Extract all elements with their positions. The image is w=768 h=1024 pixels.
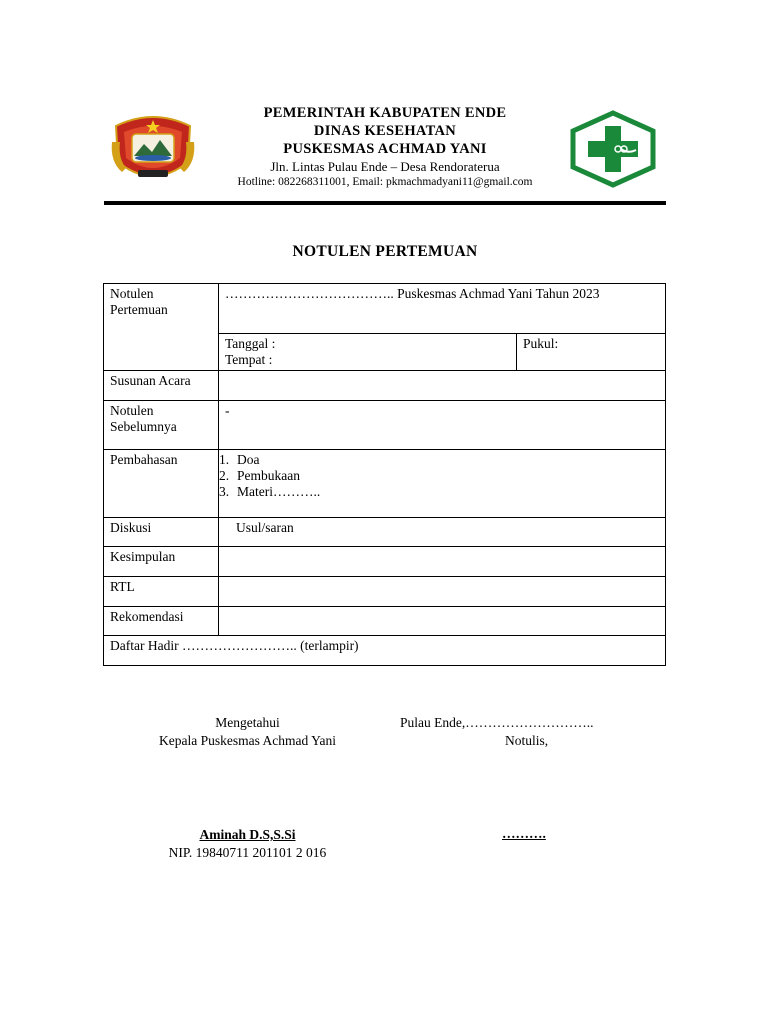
minutes-form-table [103,283,666,666]
address: Jln. Lintas Pulau Ende – Desa Rendoraterua [270,159,500,174]
pembahasan-list [219,452,659,500]
daftar-hadir: Daftar Hadir …………………….. (terlampir) [104,636,666,666]
rekomendasi-value [219,607,666,636]
table-row [104,636,666,666]
notulen-label: Notulen Pertemuan [104,284,219,371]
government-name: PEMERINTAH KABUPATEN ENDE [263,105,507,121]
letterhead-divider [104,201,666,205]
diskusi-label: Diskusi [104,518,219,547]
rtl-value [219,577,666,607]
date-place-cell [219,334,517,371]
susunan-acara-value [219,371,666,401]
tempat-label: Tempat : [225,352,273,367]
notulis-label: Notulis, [505,733,549,748]
diskusi-value: Usul/saran [219,518,666,547]
table-row [104,401,666,450]
signatory-name: Aminah D.S,S.Si [199,827,296,842]
pembahasan-label: Pembahasan [104,450,219,518]
susunan-acara-label: Susunan Acara [104,371,219,401]
letterhead [104,104,666,204]
letterhead-text [204,104,566,190]
mengetahui-label: Mengetahui [215,715,280,730]
notulen-value: ……………………………….. Puskesmas Achmad Yani Tahun 2023 [219,284,666,334]
table-row [104,577,666,607]
table-row [104,371,666,401]
tanggal-label: Tanggal : [225,336,276,351]
notulen-sebelumnya-label: Notulen Sebelumnya [104,401,219,450]
place-date-label: Pulau Ende,……………………….. [400,715,594,730]
signature-left-name-block [140,826,355,862]
department-name: DINAS KESEHATAN [313,123,457,139]
list-item: 3. Materi……….. [219,484,321,499]
pukul-label: Pukul: [517,334,666,371]
notulen-sebelumnya-value: - [219,401,666,450]
table-row [104,450,666,518]
hotline: Hotline: 082268311001, Email: pkmachmadyani11@gmail.com [237,176,533,188]
table-row [104,547,666,577]
kabupaten-ende-emblem-icon [108,112,198,184]
table-row [104,607,666,636]
list-item: 1. Doa [219,452,260,467]
table-row [104,518,666,547]
rtl-label: RTL [104,577,219,607]
puskesmas-name: PUSKESMAS ACHMAD YANI [283,141,487,157]
rekomendasi-label: Rekomendasi [104,607,219,636]
kepala-puskesmas-label: Kepala Puskesmas Achmad Yani [159,733,336,748]
notulis-name: ………. [502,826,546,841]
puskesmas-logo-icon [568,110,658,188]
signature-right-block [400,714,630,750]
kesimpulan-label: Kesimpulan [104,547,219,577]
signature-left-block [140,714,355,750]
signatory-nip: NIP. 19840711 201101 2 016 [168,845,327,860]
table-row [104,284,666,334]
document-title: NOTULEN PERTEMUAN [292,243,478,260]
kesimpulan-value [219,547,666,577]
list-item: 2. Pembukaan [219,468,300,483]
pembahasan-value [219,450,666,518]
